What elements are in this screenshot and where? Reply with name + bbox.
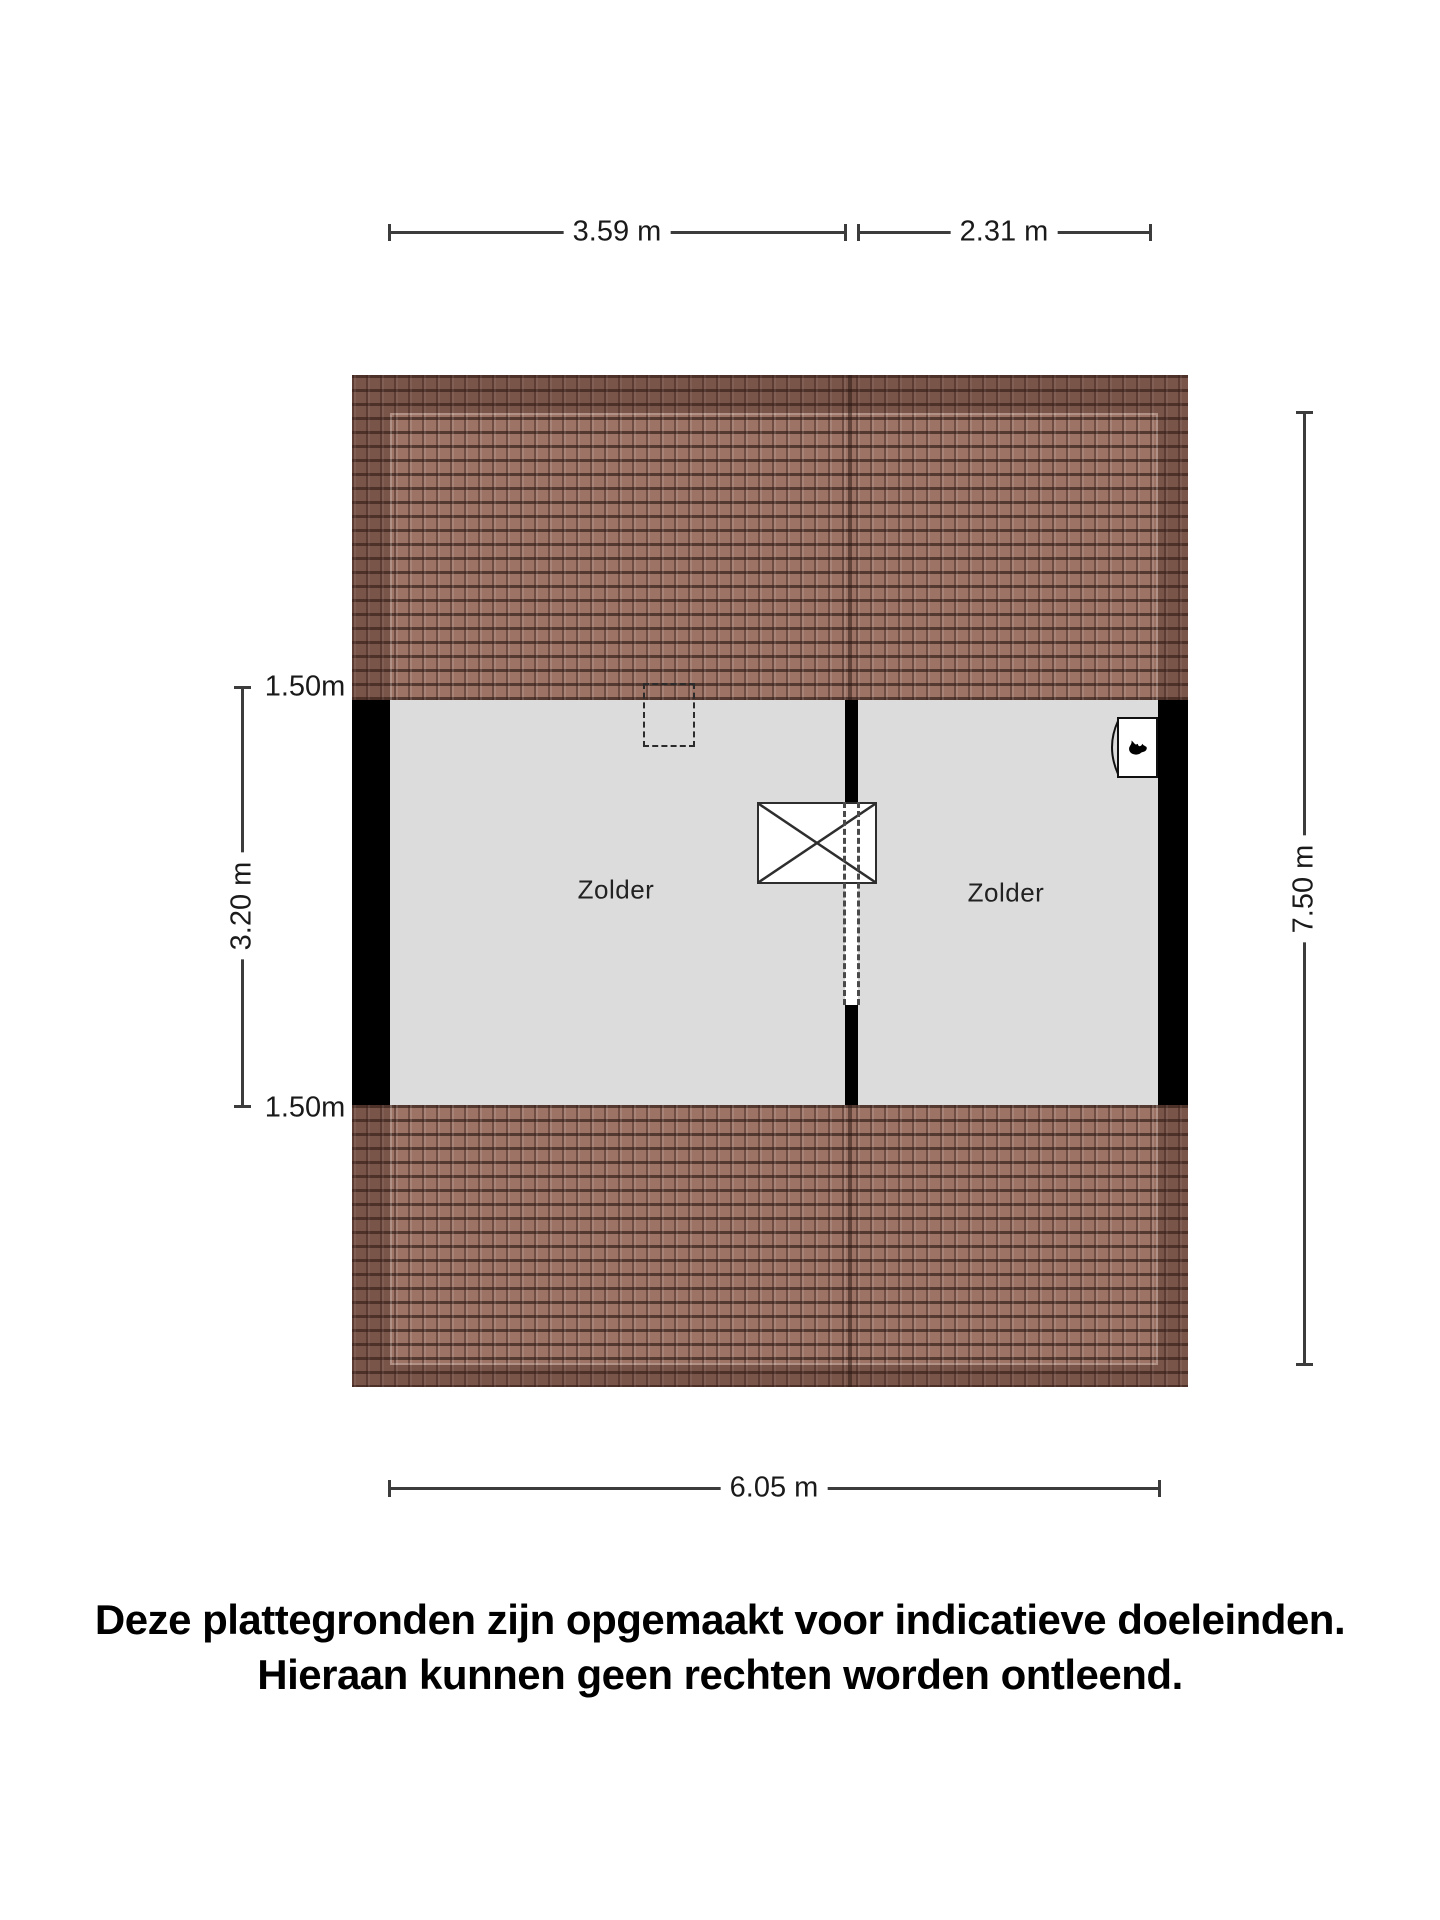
roof-bottom-highlight	[390, 1105, 1158, 1365]
dim-label-left-middle: 3.20 m	[225, 853, 260, 960]
disclaimer-line-2: Hieraan kunnen geen rechten worden ontleend.	[257, 1651, 1183, 1698]
disclaimer-line-1: Deze plattegronden zijn opgemaakt voor indicatieve doeleinden.	[94, 1596, 1346, 1643]
stairwell-dashed-line-left	[843, 802, 846, 1005]
dim-tick	[234, 1105, 251, 1108]
dim-tick	[844, 224, 847, 241]
dim-tick	[1149, 224, 1152, 241]
dim-tick	[1296, 411, 1313, 414]
roof-top	[352, 375, 1188, 700]
flame-icon	[1126, 734, 1152, 760]
dim-label-left-upper: 1.50m	[264, 670, 346, 703]
stairwell-dashed-line-right	[857, 802, 860, 1005]
dim-label-right: 7.50 m	[1287, 836, 1322, 943]
dim-label-top-left: 3.59 m	[564, 215, 671, 250]
room-label-zolder-left: Zolder	[577, 874, 655, 905]
wall-center-lower	[845, 1005, 858, 1105]
dim-label-bottom: 6.05 m	[721, 1471, 828, 1506]
dim-tick	[1158, 1480, 1161, 1497]
dim-label-left-lower: 1.50m	[264, 1091, 346, 1124]
dashed-opening-icon	[643, 683, 695, 747]
wall-right	[1158, 700, 1188, 1105]
roof-bottom	[352, 1105, 1188, 1387]
roof-top-edge-band	[352, 375, 1188, 700]
wall-left	[352, 700, 390, 1105]
roof-ridge-line-bottom	[848, 1105, 852, 1387]
roof-ridge-line-top	[848, 375, 852, 700]
dim-tick	[388, 224, 391, 241]
dim-label-top-right: 2.31 m	[951, 215, 1058, 250]
roof-top-highlight	[390, 413, 1158, 700]
dim-tick	[857, 224, 860, 241]
attic-floor-area	[352, 700, 1188, 1105]
dim-tick	[234, 686, 251, 689]
wall-center-upper	[845, 700, 858, 802]
dim-tick	[388, 1480, 391, 1497]
disclaimer-text	[0, 1592, 1440, 1702]
roof-bottom-edge-band	[352, 1105, 1188, 1387]
dim-tick	[1296, 1363, 1313, 1366]
room-label-zolder-right: Zolder	[967, 877, 1045, 908]
